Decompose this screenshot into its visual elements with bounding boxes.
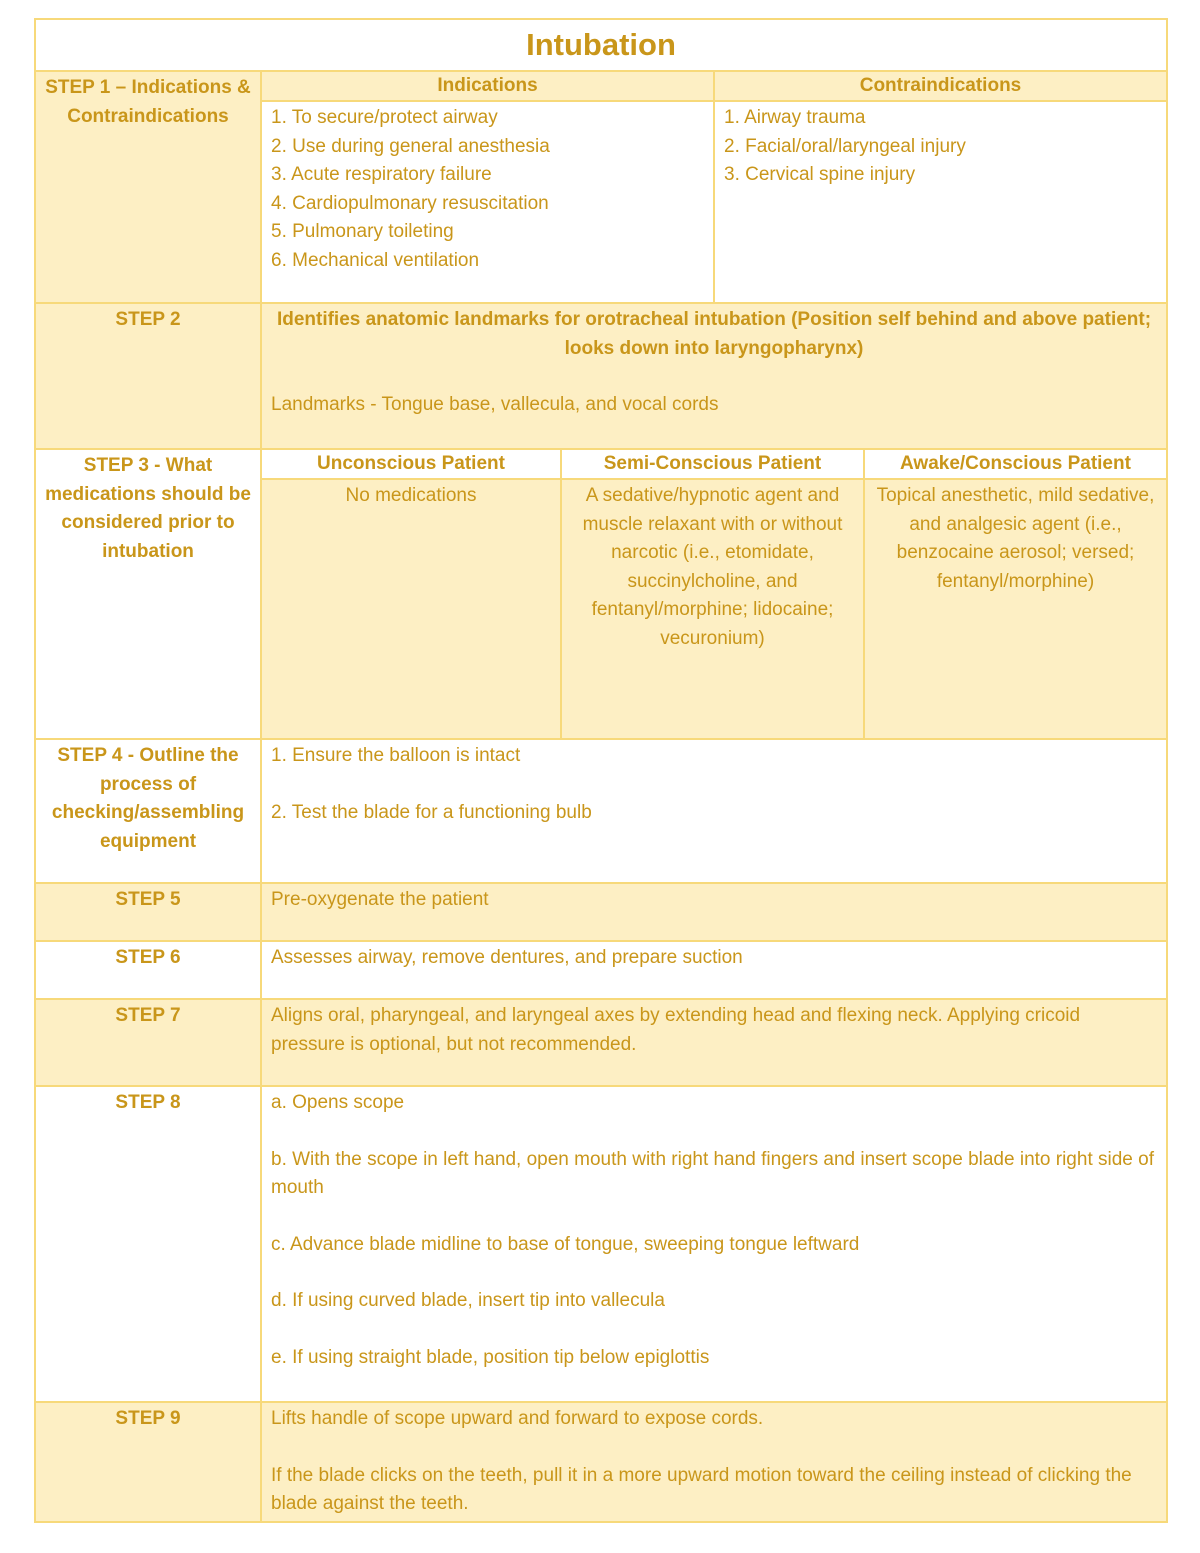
step9-row (35, 1402, 1167, 1522)
semi-conscious-header: Semi-Conscious Patient (561, 449, 864, 479)
step2-row (35, 303, 1167, 449)
list-item: Lifts handle of scope upward and forward to expose cords. (271, 1408, 764, 1429)
page-title: Intubation (35, 19, 1167, 71)
step6-row (35, 941, 1167, 999)
step4-label: STEP 4 - Outline the process of checking/assembling equipment (35, 739, 261, 883)
indications-header: Indications (261, 71, 714, 101)
step8-row (35, 1086, 1167, 1402)
awake-meds: Topical anesthetic, mild sedative, and analgesic agent (i.e., benzocaine aerosol; versed; fentanyl/morphine) (864, 479, 1167, 739)
step2-content (261, 303, 1167, 449)
step7-text: Aligns oral, pharyngeal, and laryngeal axes by extending head and flexing neck. Applying cricoid pressure is optional, but not recommended. (261, 999, 1167, 1086)
list-item: 1. To secure/protect airway (271, 107, 498, 128)
list-item: b. With the scope in left hand, open mouth with right hand fingers and insert scope blade into right side of mouth (271, 1148, 1154, 1198)
step8-label: STEP 8 (35, 1086, 261, 1402)
intubation-checklist (34, 18, 1166, 1523)
list-item: 2. Use during general anesthesia (271, 135, 550, 157)
list-item: 5. Pulmonary toileting (271, 221, 454, 242)
step4-content (261, 739, 1167, 883)
list-item: 6. Mechanical ventilation (271, 249, 480, 271)
list-item: 1. Ensure the balloon is intact (271, 745, 521, 766)
step7-label: STEP 7 (35, 999, 261, 1086)
step3-label: STEP 3 - What medications should be considered prior to intubation (35, 449, 261, 739)
list-item: 4. Cardiopulmonary resuscitation (271, 192, 549, 214)
step8-content (261, 1086, 1167, 1402)
step9-content (261, 1402, 1167, 1522)
step4-row (35, 739, 1167, 883)
step7-row (35, 999, 1167, 1086)
step2-label: STEP 2 (35, 303, 261, 449)
list-item: d. If using curved blade, insert tip into vallecula (271, 1290, 665, 1311)
step2-landmarks: Landmarks - Tongue base, vallecula, and vocal cords (271, 394, 719, 415)
list-item: 3. Acute respiratory failure (271, 164, 492, 185)
step5-text: Pre-oxygenate the patient (261, 883, 1167, 941)
step9-label: STEP 9 (35, 1402, 261, 1522)
awake-header: Awake/Conscious Patient (864, 449, 1167, 479)
step1-header-row (35, 71, 1167, 101)
unconscious-header: Unconscious Patient (261, 449, 561, 479)
contraindications-header: Contraindications (714, 71, 1167, 101)
contraindications-list (724, 104, 1157, 190)
title-row (35, 19, 1167, 71)
contraindications-cell (714, 101, 1167, 303)
step3-header-row (35, 449, 1167, 479)
step1-label: STEP 1 – Indications & Contraindications (35, 71, 261, 303)
step6-label: STEP 6 (35, 941, 261, 999)
list-item: c. Advance blade midline to base of tongue, sweeping tongue leftward (271, 1233, 860, 1255)
semi-conscious-meds: A sedative/hypnotic agent and muscle relaxant with or without narcotic (i.e., etomidate, succinylcholine, and fentanyl/morphine; lidocaine; vecuronium) (561, 479, 864, 739)
step5-label: STEP 5 (35, 883, 261, 941)
step5-row (35, 883, 1167, 941)
list-item: e. If using straight blade, position tip below epiglottis (271, 1346, 710, 1368)
checklist-table (34, 18, 1168, 1523)
indications-list (271, 104, 704, 275)
list-item: 2. Test the blade for a functioning bulb (271, 801, 592, 823)
list-item: If the blade clicks on the teeth, pull it in a more upward motion toward the ceiling instead of clicking the blade against the teeth. (271, 1464, 1132, 1514)
list-item: 3. Cervical spine injury (724, 164, 916, 185)
step6-text: Assesses airway, remove dentures, and prepare suction (261, 941, 1167, 999)
step2-heading: Identifies anatomic landmarks for orotracheal intubation (Position self behind and above patient; looks down into laryngopharynx) (276, 309, 1152, 359)
list-item: a. Opens scope (271, 1092, 405, 1113)
unconscious-meds: No medications (261, 479, 561, 739)
list-item: 1. Airway trauma (724, 107, 866, 128)
indications-cell (261, 101, 714, 303)
list-item: 2. Facial/oral/laryngeal injury (724, 135, 966, 157)
